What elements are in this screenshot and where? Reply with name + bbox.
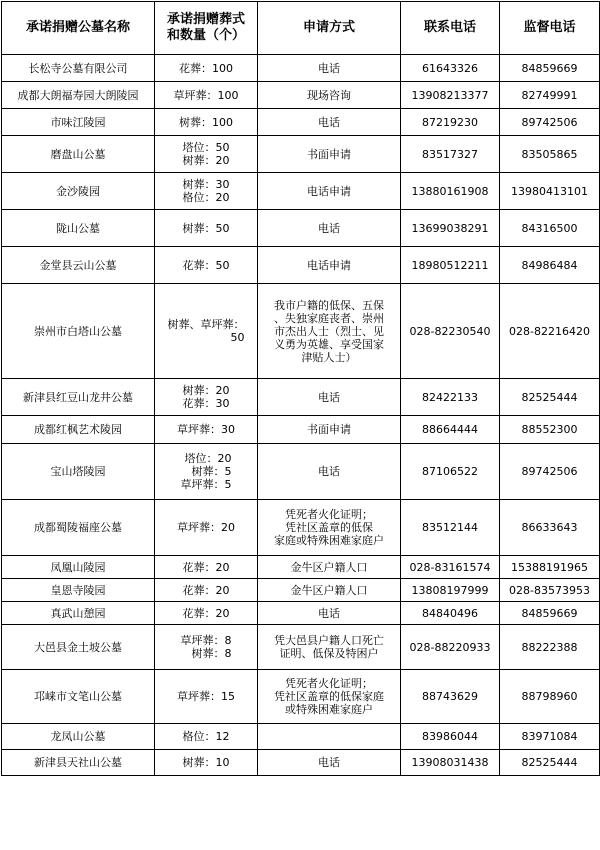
application-method	[258, 556, 401, 579]
application-method	[258, 670, 401, 724]
cemetery-name: 长松寺公墓有限公司	[2, 55, 155, 82]
supervise-phone: 88222388	[500, 625, 600, 670]
donation-table	[1, 1, 600, 776]
application-method-line: 证明、低保及特困户	[279, 647, 379, 660]
application-method	[258, 724, 401, 750]
cemetery-name: 金堂县云山公墓	[2, 247, 155, 284]
application-method-line: 电话	[318, 756, 340, 769]
application-method-line: 凭死者火化证明；	[285, 508, 373, 521]
contact-phone: 82422133	[401, 379, 500, 416]
cemetery-name: 成都大朗福寿园大朗陵园	[2, 82, 155, 109]
burial-form-line: 树葬：100	[179, 115, 233, 129]
supervise-phone: 82525444	[500, 379, 600, 416]
burial-form-line: 花葬：100	[179, 61, 233, 75]
header-form: 承诺捐赠葬式和数量（个）	[155, 2, 258, 55]
supervise-phone: 83505865	[500, 136, 600, 173]
table-row	[2, 284, 600, 379]
burial-form-line: 花葬：50	[182, 258, 230, 272]
burial-form	[155, 136, 258, 173]
application-method-line: 凭社区盖章的低保	[285, 521, 373, 534]
cemetery-name: 龙凤山公墓	[2, 724, 155, 750]
table-row	[2, 55, 600, 82]
cemetery-name: 金沙陵园	[2, 173, 155, 210]
application-method-line: 凭社区盖章的低保家庭	[274, 690, 384, 703]
table-row	[2, 750, 600, 776]
supervise-phone: 89742506	[500, 444, 600, 500]
table-row	[2, 82, 600, 109]
burial-form-line: 格位：12	[182, 730, 230, 743]
supervise-phone: 88552300	[500, 416, 600, 444]
application-method	[258, 247, 401, 284]
burial-form	[155, 247, 258, 284]
contact-phone: 13699038291	[401, 210, 500, 247]
cemetery-name: 皇恩寺陵园	[2, 579, 155, 602]
application-method	[258, 416, 401, 444]
supervise-phone: 82749991	[500, 82, 600, 109]
supervise-phone: 13980413101	[500, 173, 600, 210]
supervise-phone: 028-82216420	[500, 284, 600, 379]
burial-form-line: 树葬：50	[182, 221, 230, 235]
table-row	[2, 379, 600, 416]
burial-form	[155, 625, 258, 670]
burial-form	[155, 55, 258, 82]
cemetery-name: 磨盘山公墓	[2, 136, 155, 173]
application-method	[258, 136, 401, 173]
application-method	[258, 82, 401, 109]
supervise-phone: 84859669	[500, 602, 600, 625]
table-row	[2, 444, 600, 500]
application-method-line: 书面申请	[307, 147, 351, 161]
contact-phone: 88664444	[401, 416, 500, 444]
application-method-line: 书面申请	[307, 423, 351, 436]
contact-phone: 84840496	[401, 602, 500, 625]
burial-form	[155, 109, 258, 136]
application-method-line: 电话	[318, 606, 340, 620]
burial-form-line: 花葬：30	[182, 397, 230, 410]
table-row	[2, 136, 600, 173]
contact-phone: 83512144	[401, 500, 500, 556]
supervise-phone: 86633643	[500, 500, 600, 556]
application-method	[258, 500, 401, 556]
application-method	[258, 602, 401, 625]
application-method	[258, 379, 401, 416]
table-row	[2, 109, 600, 136]
burial-form-line: 花葬：20	[182, 560, 230, 574]
burial-form	[155, 284, 258, 379]
table-row	[2, 247, 600, 284]
burial-form-line: 树葬、草坪葬：	[167, 318, 245, 331]
cemetery-name: 市味江陵园	[2, 109, 155, 136]
application-method	[258, 284, 401, 379]
application-method-line: 现场咨询	[307, 88, 351, 102]
contact-phone: 83517327	[401, 136, 500, 173]
supervise-phone: 15388191965	[500, 556, 600, 579]
application-method-line: 我市户籍的低保、五保	[274, 298, 384, 312]
burial-form	[155, 670, 258, 724]
application-method	[258, 173, 401, 210]
burial-form	[155, 416, 258, 444]
application-method-line: 、失独家庭丧者、崇州	[274, 311, 384, 325]
application-method-line: 津贴人士）	[301, 350, 357, 364]
burial-form-line: 树葬：20	[182, 384, 230, 397]
burial-form	[155, 724, 258, 750]
application-method-line: 义勇为英雄、享受国家	[274, 337, 384, 351]
burial-form-line: 草坪葬：20	[177, 521, 235, 534]
header-phone: 联系电话	[401, 2, 500, 55]
table-row	[2, 670, 600, 724]
burial-form-line: 树葬：30	[182, 178, 230, 191]
contact-phone: 13908213377	[401, 82, 500, 109]
contact-phone: 61643326	[401, 55, 500, 82]
burial-form-line: 格位：20	[182, 191, 230, 204]
application-method-line: 电话	[318, 221, 340, 235]
burial-form	[155, 82, 258, 109]
supervise-phone: 83971084	[500, 724, 600, 750]
application-method-line: 市杰出人士（烈士、见	[274, 324, 384, 338]
burial-form	[155, 500, 258, 556]
contact-phone: 028-83161574	[401, 556, 500, 579]
burial-form-line: 树葬：20	[182, 154, 230, 167]
application-method	[258, 579, 401, 602]
burial-form	[155, 444, 258, 500]
application-method-line: 或特殊困难家庭户	[285, 703, 373, 716]
cemetery-name: 成都蜀陵福座公墓	[2, 500, 155, 556]
contact-phone: 87106522	[401, 444, 500, 500]
application-method-line: 凭大邑县户籍人口死亡	[274, 634, 384, 647]
application-method-line: 电话申请	[307, 258, 351, 272]
table-row	[2, 625, 600, 670]
contact-phone: 028-82230540	[401, 284, 500, 379]
supervise-phone: 028-83573953	[500, 579, 600, 602]
application-method	[258, 55, 401, 82]
burial-form-line: 树葬：5	[191, 465, 232, 478]
burial-form-line: 草坪葬：5	[180, 478, 232, 491]
burial-form-line: 草坪葬：15	[177, 690, 235, 703]
burial-form-line: 草坪葬：100	[173, 88, 239, 102]
contact-phone: 028-88220933	[401, 625, 500, 670]
burial-form	[155, 602, 258, 625]
burial-form-line: 塔位：50	[182, 141, 230, 154]
header-row	[2, 2, 600, 55]
cemetery-name: 新津县红豆山龙井公墓	[2, 379, 155, 416]
burial-form-line: 塔位：20	[184, 452, 232, 465]
table-row	[2, 416, 600, 444]
table-row	[2, 556, 600, 579]
burial-form	[155, 173, 258, 210]
burial-form-line: 草坪葬：30	[177, 423, 235, 436]
burial-form-line: 树葬：10	[182, 756, 230, 769]
application-method-line: 电话	[318, 115, 340, 129]
contact-phone: 83986044	[401, 724, 500, 750]
table-row	[2, 602, 600, 625]
application-method	[258, 444, 401, 500]
application-method-line: 电话申请	[307, 184, 351, 198]
header-name: 承诺捐赠公墓名称	[2, 2, 155, 55]
cemetery-name: 崇州市白塔山公墓	[2, 284, 155, 379]
contact-phone: 88743629	[401, 670, 500, 724]
header-method: 申请方式	[258, 2, 401, 55]
cemetery-name: 真武山憩园	[2, 602, 155, 625]
table-body	[2, 55, 600, 776]
cemetery-name: 成都红枫艺术陵园	[2, 416, 155, 444]
burial-form	[155, 556, 258, 579]
burial-form-line: 花葬：20	[182, 606, 230, 620]
contact-phone: 13880161908	[401, 173, 500, 210]
table-row	[2, 210, 600, 247]
burial-form-line: 花葬：20	[182, 583, 230, 597]
burial-form	[155, 379, 258, 416]
application-method-line: 金牛区户籍人口	[290, 583, 368, 597]
cemetery-name: 宝山塔陵园	[2, 444, 155, 500]
application-method-line: 电话	[318, 465, 340, 478]
cemetery-name: 邛崃市文笔山公墓	[2, 670, 155, 724]
supervise-phone: 88798960	[500, 670, 600, 724]
cemetery-name: 凤凰山陵园	[2, 556, 155, 579]
burial-form-line: 树葬：8	[191, 647, 232, 660]
application-method	[258, 625, 401, 670]
table-row	[2, 173, 600, 210]
cemetery-name: 大邑县金土坡公墓	[2, 625, 155, 670]
application-method-line: 家庭或特殊困难家庭户	[274, 534, 384, 547]
header-supervise: 监督电话	[500, 2, 600, 55]
cemetery-name: 陇山公墓	[2, 210, 155, 247]
application-method-line: 金牛区户籍人口	[290, 560, 368, 574]
contact-phone: 13808197999	[401, 579, 500, 602]
application-method-line: 凭死者火化证明；	[285, 677, 373, 690]
supervise-phone: 89742506	[500, 109, 600, 136]
burial-form-line: 草坪葬：8	[180, 634, 232, 647]
table-row	[2, 500, 600, 556]
application-method	[258, 109, 401, 136]
burial-form	[155, 210, 258, 247]
contact-phone: 87219230	[401, 109, 500, 136]
application-method	[258, 750, 401, 776]
contact-phone: 18980512211	[401, 247, 500, 284]
burial-form	[155, 750, 258, 776]
table-row	[2, 724, 600, 750]
supervise-phone: 84316500	[500, 210, 600, 247]
cemetery-name: 新津县天社山公墓	[2, 750, 155, 776]
burial-form-line: 50	[230, 331, 245, 344]
supervise-phone: 82525444	[500, 750, 600, 776]
application-method	[258, 210, 401, 247]
table-row	[2, 579, 600, 602]
supervise-phone: 84859669	[500, 55, 600, 82]
burial-form	[155, 579, 258, 602]
application-method-line: 电话	[318, 390, 340, 404]
supervise-phone: 84986484	[500, 247, 600, 284]
application-method-line: 电话	[318, 61, 340, 75]
contact-phone: 13908031438	[401, 750, 500, 776]
